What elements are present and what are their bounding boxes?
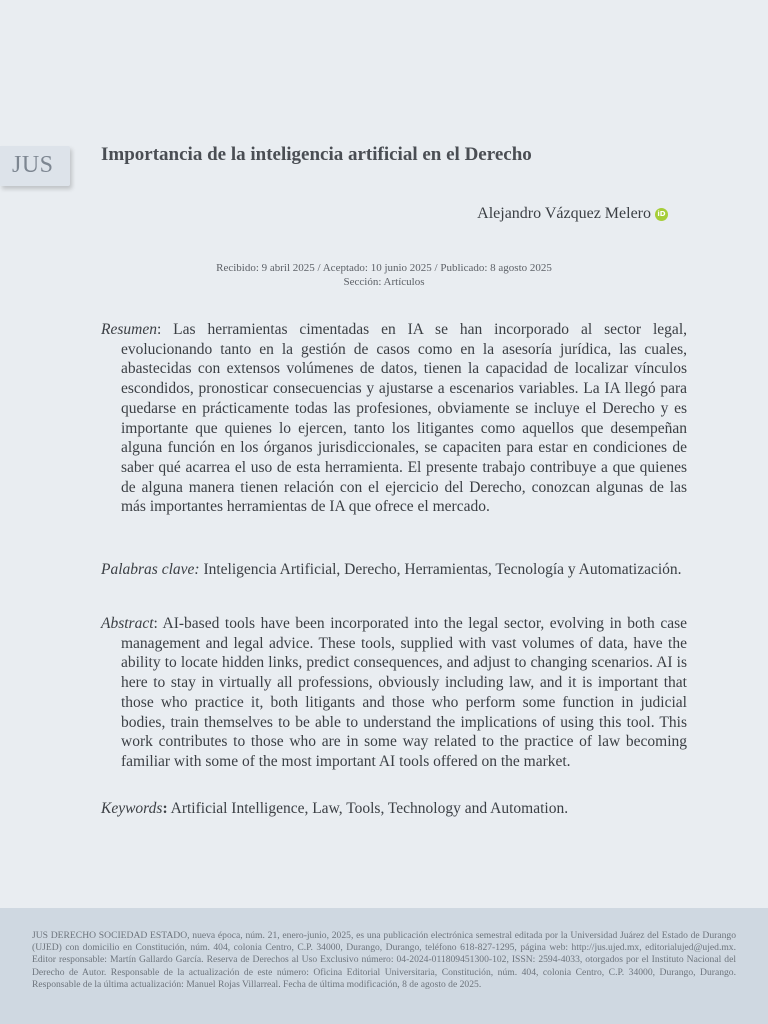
author-name: Alejandro Vázquez Melero [477, 205, 651, 222]
resumen-paragraph [101, 320, 687, 517]
publication-dates [0, 261, 768, 289]
section-line: Sección: Artículos [343, 276, 425, 288]
keywords-label: Keywords [101, 800, 163, 817]
palabras-clave-paragraph [101, 560, 687, 580]
footer [0, 908, 768, 1024]
abstract-text: : AI-based tools have been incorporated into the legal sector, evolving in both case management and legal advice. These tools, supplied with vast volumes of data, have the ability to locate hidden links, predict consequences, and adjust to changing scenarios. AI is here to stay in virtually all professions, obviously including law, and it is important that those who practice it, both litigants and those who perform some function in judicial bodies, train themselves to be able to understand the implications of using this tool. This work contributes to those who are in some way related to the practice of law becoming familiar with some of the most important AI tools offered on the market. [121, 615, 687, 770]
journal-tab [0, 146, 70, 186]
keywords-paragraph [101, 799, 687, 819]
palabras-text: Inteligencia Artificial, Derecho, Herramientas, Tecnología y Automatización. [199, 561, 682, 578]
abstract-paragraph [101, 614, 687, 772]
resumen-label: Resumen [101, 321, 157, 338]
journal-tab-label: JUS [12, 152, 54, 178]
palabras-label: Palabras clave: [101, 561, 200, 578]
abstract-label: Abstract [101, 615, 154, 632]
footer-legal-text: JUS DERECHO SOCIEDAD ESTADO, nueva época, núm. 21, enero-junio, 2025, es una publicación electrónica semestral editada por la Universidad Juárez del Estado de Durango (UJED) con domicilio en Constitución, núm. 404, colonia Centro, C.P. 34000, Durango, Durango, teléfono 618-827-1295, página web: http://jus.ujed.mx, editorialujed@ujed.mx. Editor responsable: Martín Gallardo García. Reserva de Derechos al Uso Exclusivo número: 04-2024-011809451300-102, ISSN: 2594-4033, otorgados por el Instituto Nacional del Derecho de Autor. Responsable de la actualización de este número: Oficina Editorial Universitaria, Constitución, núm. 404, colonia Centro, C.P. 34000, Durango, Durango. Responsable de la última actualización: Manuel Rojas Villarreal. Fecha de última modificación, 8 de agosto de 2025. [32, 930, 736, 990]
author-line [477, 205, 668, 223]
orcid-icon[interactable]: iD [655, 208, 668, 221]
keywords-text: Artificial Intelligence, Law, Tools, Technology and Automation. [167, 800, 569, 817]
keywords-colon: : [162, 800, 168, 817]
resumen-text: : Las herramientas cimentadas en IA se han incorporado al sector legal, evolucionando tanto en la gestión de casos como en la asesoría jurídica, las cuales, abastecidas con extensos volúmenes de datos, tienen la capacidad de localizar vínculos escondidos, pronosticar consecuencias y ajustarse a escenarios variables. La IA llegó para quedarse en prácticamente todas las profesiones, obviamente se incluye el Derecho y es importante que quienes lo ejercen, tanto los litigantes como aquellos que desempeñan alguna función en los órganos jurisdiccionales, se capaciten para estar en condiciones de saber qué acarrea el uso de esta herramienta. El presente trabajo contribuye a que quienes de alguna manera tienen relación con el ejercicio del Derecho, conozcan algunas de las más importantes herramientas de IA que ofrece el mercado. [121, 321, 687, 516]
dates-line: Recibido: 9 abril 2025 / Aceptado: 10 junio 2025 / Publicado: 8 agosto 2025 [216, 262, 552, 274]
article-title: Importancia de la inteligencia artificial en el Derecho [101, 144, 532, 165]
